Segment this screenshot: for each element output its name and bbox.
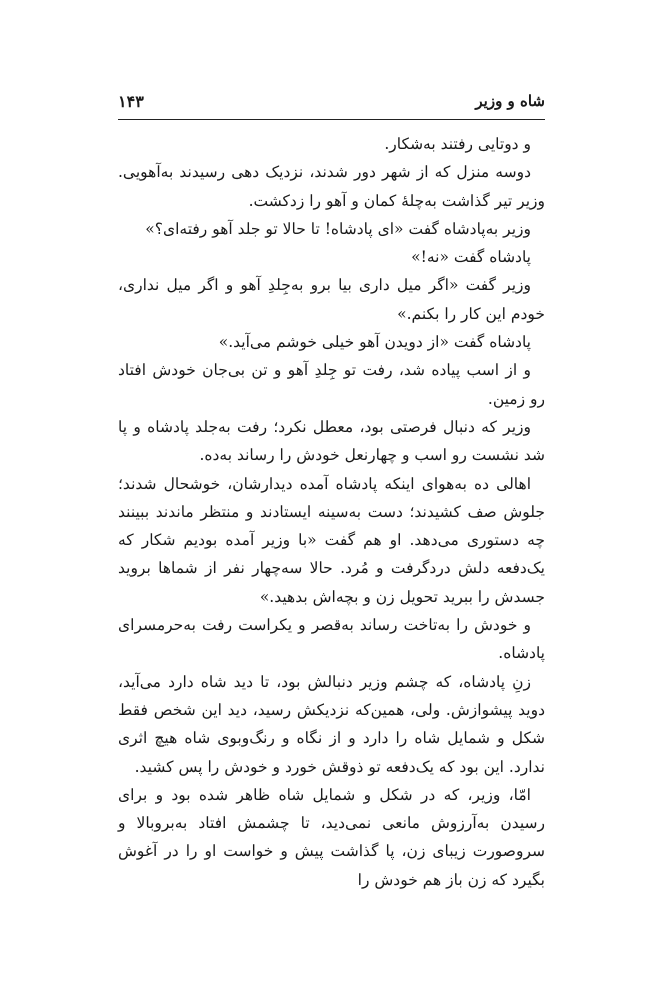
running-title: شاه و وزیر	[475, 92, 545, 110]
paragraph: وزیر که دنبال فرصتی بود، معطل نکرد؛ رفت به‌جلد پادشاه و پا شد نشست رو اسب و چهارنعل خودش را رساند به‌ده.	[118, 417, 545, 465]
paragraph: و خودش را به‌تاخت رساند به‌قصر و یکراست رفت به‌حرمسرای پادشاه.	[118, 616, 545, 663]
paragraph: وزیر گفت «اگر میل داری بیا برو به‌جِلدِ آهو و اگر میل نداری، خودم این کار را بکنم.»	[118, 276, 545, 323]
paragraph: پادشاه گفت «از دویدن آهو خیلی خوشم می‌آید.»	[218, 333, 531, 352]
paragraph: و دوتایی رفتند به‌شکار.	[384, 135, 531, 153]
paragraph: وزیر به‌پادشاه گفت «ای پادشاه! تا حالا تو جلد آهو رفته‌ای؟»	[145, 219, 531, 238]
header-rule	[118, 119, 545, 120]
paragraph: زنِ پادشاه، که چشم وزیر دنبالش بود، تا دید شاه دارد می‌آید، دوید پیشوازش. ولی، همین‌که نزدیکش رسید، دید این شخص فقط شکل و شمایل شاه را دارد و از نگاه و رنگ‌وبوی شاه هیچ اثری ندارد. این بود که یک‌دفعه تو ذوقش خورد و خودش را پس کشید.	[118, 672, 545, 776]
paragraph: امّا، وزیر، که در شکل و شمایل شاه ظاهر شده بود و برای رسیدن به‌آرزوش مانعی نمی‌دید، تا چشمش افتاد به‌بروبالا و سروصورت زیبای زن، پا گذاشت پیش و خواست او را در آغوش بگیرد که زن باز هم خودش را	[118, 785, 545, 889]
page-number: ۱۴۳	[118, 92, 144, 111]
paragraph: اهالی ده به‌هوای اینکه پادشاه آمده دیدارشان، خوشحال شدند؛ جلوش صف کشیدند؛ دست به‌سینه ایستادند و منتظر ماندند ببینند چه دستوری می‌دهد. او هم گفت «با وزیر آمده بودیم شکار که یک‌دفعه دلش دردگرفت و مُرد. حالا سه‌چهار نفر از شماها بروید جسدش را ببرید تحویل زن و بچه‌اش بدهید.»	[118, 474, 545, 606]
running-header	[118, 92, 545, 114]
paragraph: و از اسب پیاده شد، رفت تو جِلدِ آهو و تن بی‌جان خودش افتاد رو زمین.	[118, 361, 545, 408]
paragraph: پادشاه گفت «نه!»	[411, 248, 531, 267]
paragraph: دوسه منزل که از شهر دور شدند، نزدیک دهی رسیدند به‌آهویی. وزیر تیر گذاشت به‌چلهٔ کمان و آهو را زدکشت.	[118, 163, 545, 210]
body-text	[118, 130, 545, 894]
